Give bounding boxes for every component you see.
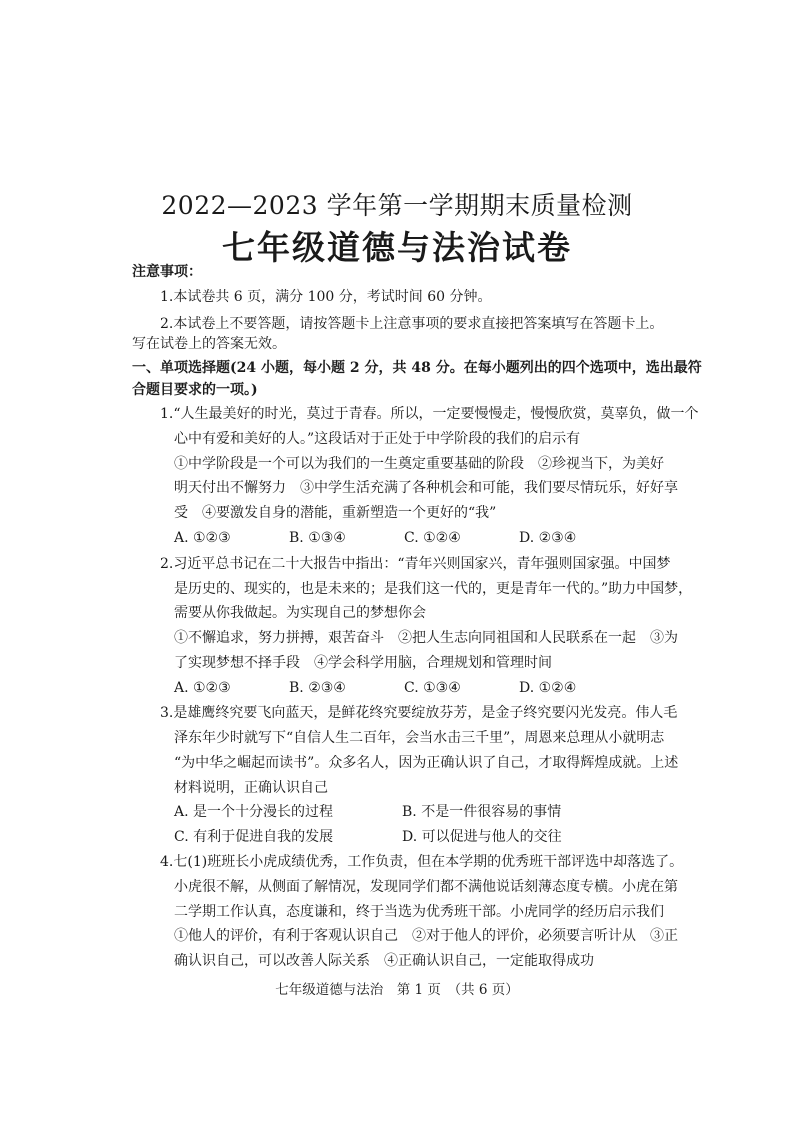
option-b[interactable]: B. ②③④ [289, 680, 346, 696]
option-d[interactable]: D. 可以促进与他人的交往 [402, 829, 562, 845]
option-c[interactable]: C. ①③④ [404, 680, 461, 696]
option-b[interactable]: B. ①③④ [289, 530, 346, 546]
notice-item-2-line-2: 写在试卷上的答案无效。 [132, 336, 286, 352]
option-d[interactable]: D. ①②④ [519, 680, 577, 696]
question-4-line-1: 4.七(1)班班长小虎成绩优秀，工作负责，但在本学期的优秀班干部评选中却落选了。 [160, 854, 684, 870]
question-3-line-2: 泽东年少时就写下“自信人生二百年，会当水击三千里”，周恩来总理从小就明志 [174, 730, 665, 746]
question-3-line-1: 3.是雄鹰终究要飞向蓝天，是鲜花终究要绽放芬芳，是金子终究要闪光发亮。伟人毛 [160, 705, 678, 721]
question-4-line-4: ①他人的评价，有利于客观认识自己 ②对于他人的评价，必须要言听计从 ③正 [174, 928, 678, 944]
option-c[interactable]: C. 有利于促进自我的发展 [174, 829, 334, 845]
section-heading-line-1: 一、单项选择题(24 小题，每小题 2 分，共 48 分。在每小题列出的四个选项中，选出最符 [132, 360, 702, 376]
notice-heading: 注意事项： [132, 264, 202, 280]
question-4-line-5: 确认识自己，可以改善人际关系 ④正确认识自己，一定能取得成功 [174, 953, 594, 969]
page-footer: 七年级道德与法治 第 1 页 （共 6 页） [275, 982, 519, 998]
exam-title-subject: 七年级道德与法治试卷 [222, 228, 572, 267]
question-1-line-1: 1.“人生最美好的时光，莫过于青春。所以，一定要慢慢走，慢慢欣赏，莫辜负，做一个 [160, 406, 699, 422]
question-2-line-5: 了实现梦想不择手段 ④学会科学用脑，合理规划和管理时间 [174, 655, 552, 671]
question-4-line-3: 二学期工作认真，态度谦和，终于当选为优秀班干部。小虎同学的经历启示我们 [174, 904, 664, 920]
question-2-line-4: ①不懈追求，努力拼搏，艰苦奋斗 ②把人生志向同祖国和人民联系在一起 ③为 [174, 630, 678, 646]
option-a[interactable]: A. ①②③ [174, 530, 231, 546]
question-1-line-4: 明天付出不懈努力 ③中学生活充满了各种机会和可能，我们要尽情玩乐，好好享 [174, 480, 678, 496]
question-2-line-3: 需要从你我做起。为实现自己的梦想你会 [174, 605, 426, 621]
question-3-line-4: 材料说明，正确认识自己 [174, 780, 328, 796]
option-c[interactable]: C. ①②④ [404, 530, 461, 546]
option-d[interactable]: D. ②③④ [519, 530, 577, 546]
exam-title-term: 2022—2023 学年第一学期期末质量检测 [161, 191, 633, 220]
notice-item-2-line-1: 2.本试卷上不要答题，请按答题卡上注意事项的要求直接把答案填写在答题卡上。 [160, 316, 664, 332]
notice-item-1: 1.本试卷共 6 页，满分 100 分，考试时间 60 分钟。 [160, 289, 492, 305]
option-a[interactable]: A. 是一个十分漫长的过程 [174, 804, 334, 820]
option-b[interactable]: B. 不是一件很容易的事情 [402, 804, 562, 820]
question-1-line-2: 心中有爱和美好的人。”这段话对于正处于中学阶段的我们的启示有 [174, 431, 581, 447]
question-4-line-2: 小虎很不解，从侧面了解情况，发现同学们都不满他说话刻薄态度专横。小虎在第 [174, 879, 678, 895]
question-1-line-3: ①中学阶段是一个可以为我们的一生奠定重要基础的阶段 ②珍视当下，为美好 [174, 456, 664, 472]
option-a[interactable]: A. ①②③ [174, 680, 231, 696]
question-2-line-1: 2.习近平总书记在二十大报告中指出：“青年兴则国家兴，青年强则国家强。中国梦 [160, 556, 671, 572]
question-3-line-3: “为中华之崛起而读书”。众多名人，因为正确认识了自己，才取得辉煌成就。上述 [174, 755, 679, 771]
question-1-line-5: 受 ④要激发自身的潜能，重新塑造一个更好的“我” [174, 505, 497, 521]
question-2-line-2: 是历史的、现实的，也是未来的；是我们这一代的，更是青年一代的。”助力中国梦， [174, 581, 693, 597]
section-heading-line-2: 合题目要求的一项。) [132, 382, 258, 398]
